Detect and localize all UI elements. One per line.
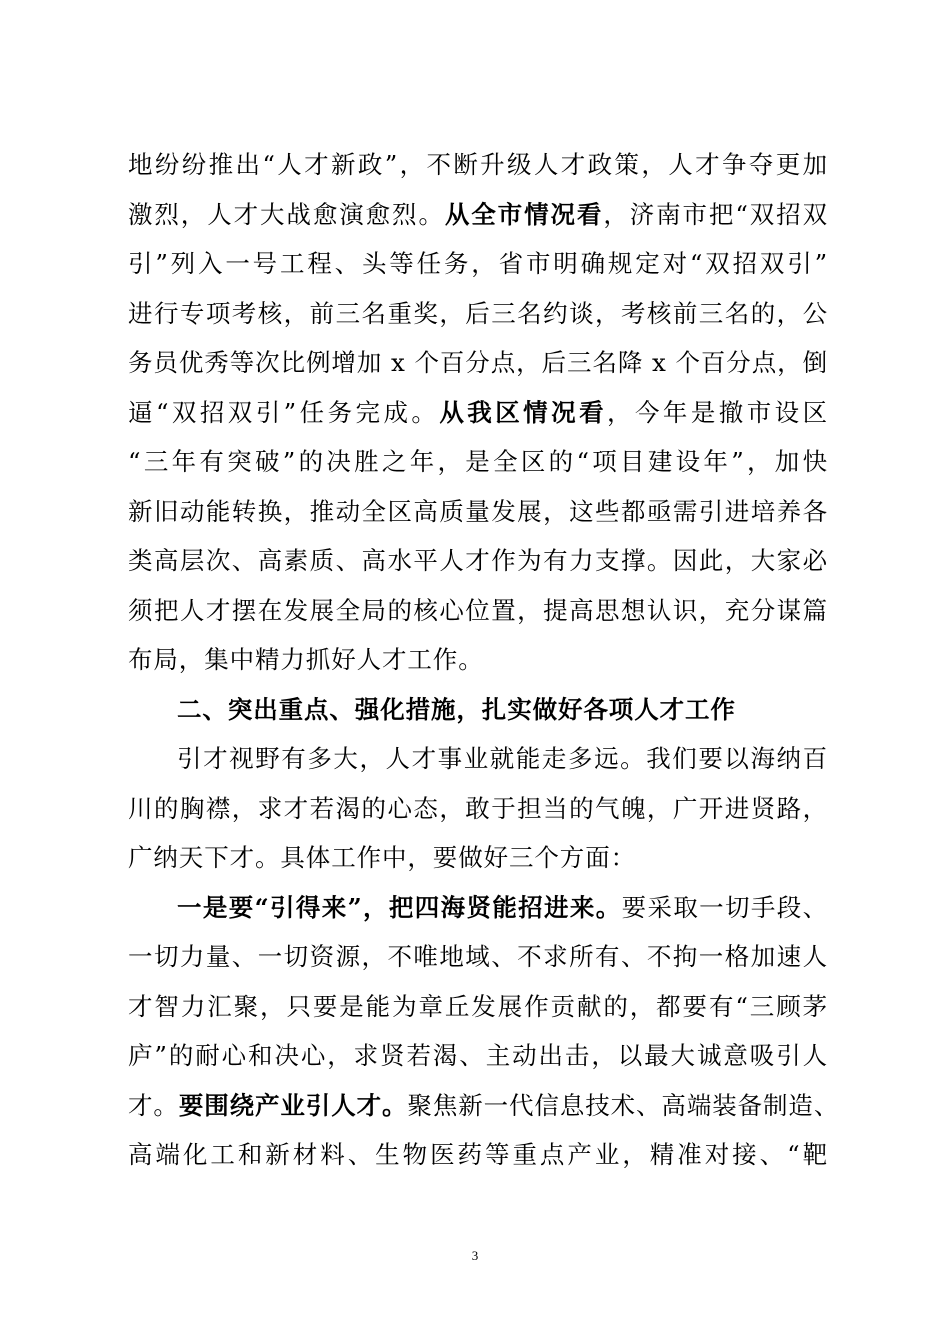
text-line	[128, 586, 828, 636]
text-line	[128, 784, 828, 834]
page-number: 3	[471, 1248, 479, 1263]
text-line	[128, 487, 828, 537]
text-run: 川的胸襟，求才若渴的心态，敢于担当的气魄，广开进贤路，	[128, 793, 828, 823]
text-line	[128, 1031, 828, 1081]
text-line	[128, 437, 828, 487]
emphasis-run: 从我区情况看	[439, 397, 608, 427]
text-run: ，济南市把“双招双	[603, 199, 828, 229]
text-line	[128, 982, 828, 1032]
text-run: 地纷纷推出“人才新政”，不断升级人才政策，人才争夺更加	[128, 150, 828, 179]
emphasis-run: 从全市情况看	[444, 199, 604, 229]
text-line	[128, 239, 828, 289]
text-run: 逼“双招双引”任务完成。	[128, 397, 440, 427]
text-run: 务员优秀等次比例增加 x 个百分点，后三名降 x 个百分点，倒	[128, 348, 828, 377]
text-run: 庐”的耐心和决心，求贤若渴、主动出击，以最大诚意吸引人	[128, 1041, 828, 1070]
text-line	[128, 734, 828, 784]
text-run: 新旧动能转换，推动全区高质量发展，这些都亟需引进培养各	[128, 496, 828, 526]
text-run: 须把人才摆在发展全局的核心位置，提高思想认识，充分谋篇	[128, 595, 828, 625]
text-line	[128, 1081, 840, 1131]
text-run: 激烈，人才大战愈演愈烈。	[128, 199, 445, 229]
text-run: 引”列入一号工程、头等任务，省市明确规定对“双招双引”	[128, 249, 828, 278]
text-run: 聚焦新一代信息技术、高端装备制造、	[407, 1090, 840, 1120]
text-run: “三年有突破”的决胜之年，是全区的“项目建设年”，加快	[128, 447, 828, 476]
text-line	[128, 635, 828, 685]
section-heading	[128, 685, 828, 735]
section-heading-text: 二、突出重点、强化措施，扎实做好各项人才工作	[177, 694, 736, 724]
document-body	[128, 140, 840, 1180]
text-line	[128, 1130, 828, 1180]
text-line	[128, 190, 828, 240]
text-run: 类高层次、高素质、高水平人才作为有力支撑。因此，大家必	[128, 546, 828, 575]
emphasis-run: 要围绕产业引人才。	[178, 1090, 408, 1120]
text-run: 一切力量、一切资源，不唯地域、不求所有、不拘一格加速人	[128, 942, 828, 971]
text-run: 才智力汇聚，只要是能为章丘发展作贡献的，都要有“三顾茅	[128, 991, 828, 1021]
text-run: 才。	[128, 1090, 179, 1120]
text-line	[128, 388, 828, 438]
text-run: 引才视野有多大，人才事业就能走多远。我们要以海纳百	[177, 744, 828, 773]
emphasis-run: 一是要“引得来”，把四海贤能招进来。	[177, 892, 622, 922]
text-run: 进行专项考核，前三名重奖，后三名约谈，考核前三名的，公	[128, 298, 828, 328]
text-line	[128, 932, 828, 982]
text-line	[128, 289, 828, 339]
text-run: 广纳天下才。具体工作中，要做好三个方面：	[128, 843, 636, 872]
text-run: 布局，集中精力抓好人才工作。	[128, 645, 484, 674]
text-line	[128, 338, 828, 388]
text-line	[128, 140, 828, 190]
text-line	[128, 536, 828, 586]
text-line	[128, 833, 828, 883]
text-line	[128, 883, 828, 933]
text-run: ，今年是撤市设区	[607, 397, 829, 427]
text-run: 要采取一切手段、	[621, 892, 829, 922]
text-run: 高端化工和新材料、生物医药等重点产业，精准对接、“靶	[128, 1140, 828, 1169]
